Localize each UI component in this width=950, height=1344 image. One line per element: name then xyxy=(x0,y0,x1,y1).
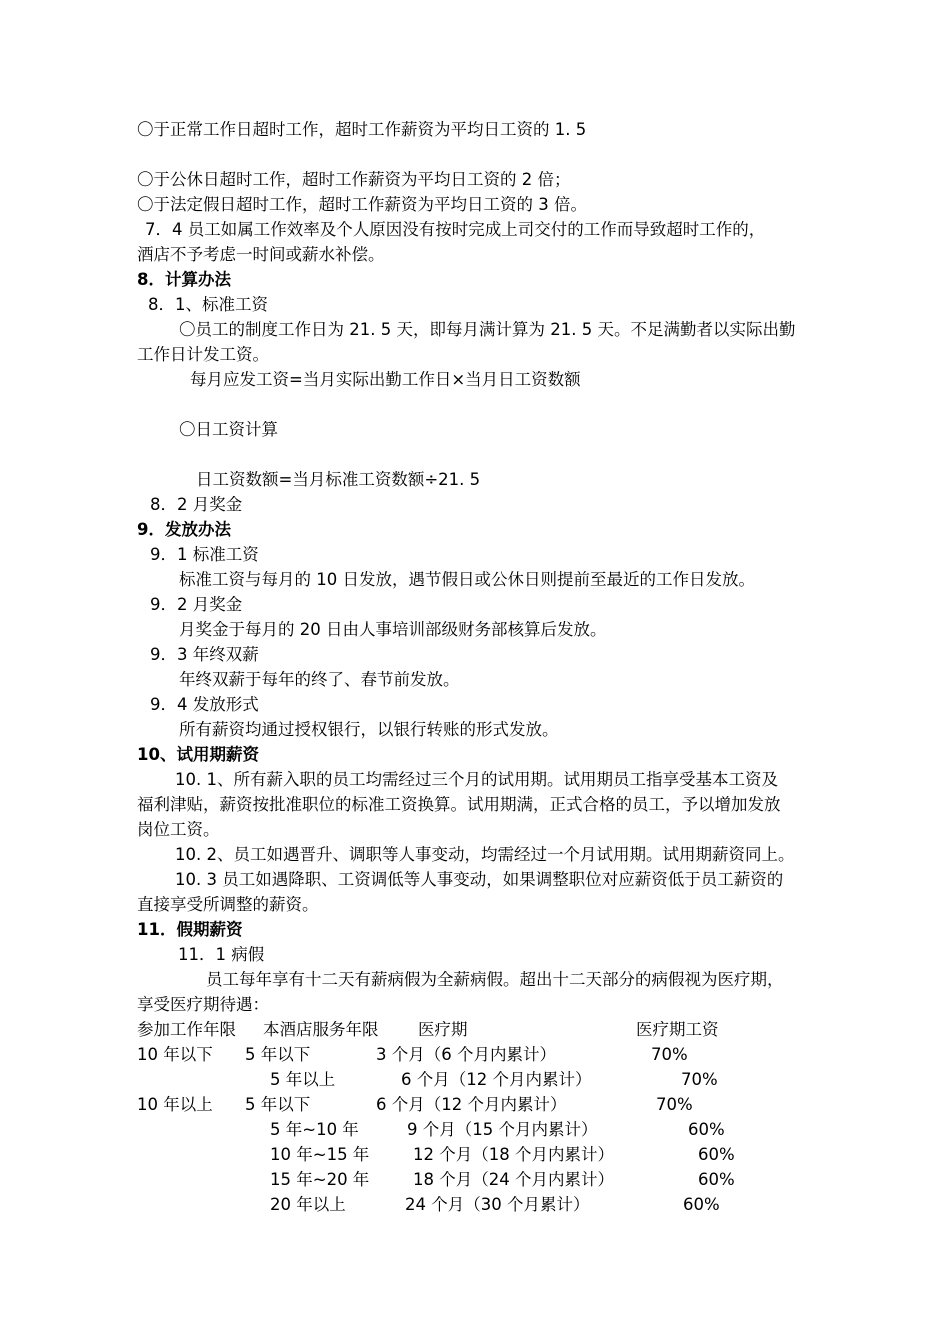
paragraph-text: 10. 1、所有薪入职的员工均需经过三个月的试用期。试用期员工指享受基本工资及 xyxy=(175,770,778,789)
subsection-9-2-heading: 9．2 月奖金 xyxy=(150,595,243,614)
clause-7-4-text: 7．4 员工如属工作效率及个人原因没有按时完成上司交付的工作而导致超时工作的， xyxy=(145,220,766,239)
table-cell-service: 5 年以上 xyxy=(270,1070,336,1089)
subsection-9-4-heading: 9．4 发放形式 xyxy=(150,695,259,714)
section-8-heading: 8．计算办法 xyxy=(137,270,231,289)
paragraph-text: 〇日工资计算 xyxy=(179,420,278,439)
subsection-8-2-heading: 8．2 月奖金 xyxy=(150,495,243,514)
paragraph-text: 直接享受所调整的薪资。 xyxy=(137,895,319,914)
paragraph-text: 员工每年享有十二天有薪病假为全薪病假。超出十二天部分的病假视为医疗期， xyxy=(206,970,784,989)
section-11-heading: 11．假期薪资 xyxy=(137,920,243,939)
paragraph-text: 岗位工资。 xyxy=(137,820,220,839)
table-cell-period: 9 个月（15 个月内累计） xyxy=(407,1120,598,1139)
table-header-medical-period: 医疗期 xyxy=(418,1020,468,1039)
table-cell-period: 6 个月（12 个月内累计） xyxy=(376,1095,567,1114)
table-cell-pay: 60% xyxy=(688,1120,725,1139)
table-cell-period: 24 个月（30 个月累计） xyxy=(405,1195,590,1214)
overtime-holiday-text: 〇于法定假日超时工作，超时工作薪资为平均日工资的 3 倍。 xyxy=(137,195,587,214)
formula-text: 日工资数额=当月标准工资数额÷21. 5 xyxy=(196,470,481,489)
subsection-11-1-heading: 11．1 病假 xyxy=(178,945,265,964)
table-cell-pay: 70% xyxy=(651,1045,688,1064)
table-cell-work: 10 年以下 xyxy=(137,1045,213,1064)
table-cell-service: 20 年以上 xyxy=(270,1195,346,1214)
table-cell-pay: 70% xyxy=(656,1095,693,1114)
table-cell-service: 15 年~20 年 xyxy=(270,1170,370,1189)
paragraph-text: 享受医疗期待遇： xyxy=(137,995,269,1014)
paragraph-text: 10. 3 员工如遇降职、工资调低等人事变动，如果调整职位对应薪资低于员工薪资的 xyxy=(175,870,784,889)
table-cell-pay: 60% xyxy=(698,1145,735,1164)
table-cell-period: 12 个月（18 个月内累计） xyxy=(413,1145,614,1164)
table-cell-pay: 70% xyxy=(681,1070,718,1089)
paragraph-text: 年终双薪于每年的终了、春节前发放。 xyxy=(179,670,460,689)
paragraph-text: 月奖金于每月的 20 日由人事培训部级财务部核算后发放。 xyxy=(179,620,607,639)
table-cell-period: 18 个月（24 个月内累计） xyxy=(413,1170,614,1189)
subsection-9-1-heading: 9．1 标准工资 xyxy=(150,545,259,564)
section-9-heading: 9．发放办法 xyxy=(137,520,231,539)
formula-text: 每月应发工资=当月实际出勤工作日×当月日工资数额 xyxy=(190,370,581,389)
table-cell-period: 3 个月（6 个月内累计） xyxy=(376,1045,556,1064)
table-cell-service: 10 年~15 年 xyxy=(270,1145,370,1164)
paragraph-text: 〇员工的制度工作日为 21. 5 天，即每月满计算为 21. 5 天。不足满勤者以实际出勤 xyxy=(179,320,796,339)
table-cell-period: 6 个月（12 个月内累计） xyxy=(401,1070,592,1089)
table-cell-service: 5 年以下 xyxy=(245,1045,311,1064)
table-header-medical-pay: 医疗期工资 xyxy=(636,1020,719,1039)
overtime-workday-text: 〇于正常工作日超时工作，超时工作薪资为平均日工资的 1. 5 xyxy=(137,120,587,139)
table-cell-service: 5 年以下 xyxy=(245,1095,311,1114)
paragraph-text: 工作日计发工资。 xyxy=(137,345,269,364)
section-10-heading: 10、试用期薪资 xyxy=(137,745,259,764)
table-cell-pay: 60% xyxy=(698,1170,735,1189)
table-header-work-years: 参加工作年限 xyxy=(137,1020,236,1039)
clause-7-4-cont-text: 酒店不予考虑一时间或薪水补偿。 xyxy=(137,245,385,264)
paragraph-text: 10. 2、员工如遇晋升、调职等人事变动，均需经过一个月试用期。试用期薪资同上。 xyxy=(175,845,795,864)
paragraph-text: 福利津贴，薪资按批准职位的标准工资换算。试用期满，正式合格的员工，予以增加发放 xyxy=(137,795,781,814)
table-header-service-years: 本酒店服务年限 xyxy=(263,1020,379,1039)
table-cell-service: 5 年~10 年 xyxy=(270,1120,359,1139)
paragraph-text: 所有薪资均通过授权银行，以银行转账的形式发放。 xyxy=(179,720,559,739)
subsection-9-3-heading: 9．3 年终双薪 xyxy=(150,645,259,664)
paragraph-text: 标准工资与每月的 10 日发放，遇节假日或公休日则提前至最近的工作日发放。 xyxy=(179,570,755,589)
table-cell-work: 10 年以上 xyxy=(137,1095,213,1114)
table-cell-pay: 60% xyxy=(683,1195,720,1214)
overtime-restday-text: 〇于公休日超时工作，超时工作薪资为平均日工资的 2 倍； xyxy=(137,170,571,189)
subsection-8-1-heading: 8．1、标准工资 xyxy=(148,295,268,314)
